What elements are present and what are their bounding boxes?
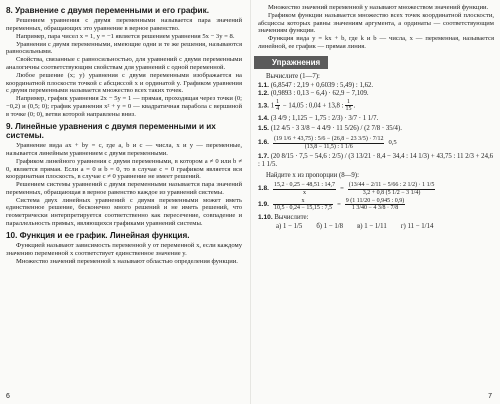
section-9-para: Решением системы уравнений с двумя переменными называется пара значений переменных, обращающая в верное равенство каждое из уравнений системы. [6, 181, 242, 196]
fraction: $\frac{1}{4}$ [276, 98, 280, 112]
exercise-item [258, 90, 494, 98]
exercise-text: (3 4/9 ; 1,125 − 1,75 : 2/3) · 3/7 · 1 1/7. [270, 115, 379, 123]
definition-para: Функция вида y = kx + b, где k и b — числа, x — переменная, называется линейной, ее график — прямая линия. [258, 35, 494, 50]
exercise-item: 1.3. 1 $\frac{1}{4}$ − 14,05 : 0,04 + 13,8 : $\frac{1}{15}$ . [258, 98, 356, 112]
section-10-para: Множество значений переменной x называют областью определения функции. [16, 257, 238, 265]
exercise-item [258, 82, 494, 90]
exercise-number: 1.10. [258, 213, 273, 221]
exercise-item [258, 136, 494, 150]
sub-exercise: г) 11 − 1/14 [400, 222, 434, 230]
exercise-text: (0,9893 : 0,13 − 6,4) · 62,9 − 7,109. [270, 89, 369, 97]
exercise-number: 1.5. [258, 125, 269, 133]
exercise-text: (12 4/5 · 3 3/8 − 4 4/9 · 11 5/26) / (2 7/8 · 35/4). [270, 125, 402, 133]
page-number: 6 [6, 393, 10, 400]
section-8-para: Например, график уравнения 2x − 5y = 1 — прямая, проходящая через точки (0; −0,2) и (0,5; 0); график уравнения x² + y = 0 — квадратичная парабола с вершиной в точке (0; 0), ветви которой направлены вниз. [6, 95, 242, 118]
section-8-para: Уравнения с двумя переменными, имеющие одни и те же решения, называются равносильными. [6, 40, 242, 56]
exercise-text-part: 1 [270, 102, 275, 110]
exercise-text: Вычислите: [274, 213, 309, 221]
book-gutter [250, 0, 251, 404]
exercise-number: 1.7. [258, 153, 269, 161]
exercise-row [258, 115, 494, 123]
section-9-para: Уравнение вида ax + by = c, где a, b и c — числа, x и y — переменные, называется линейным уравнением с двумя переменными. [6, 142, 242, 157]
definition-para: Множество значений переменной y называют множеством значений функции. [268, 4, 489, 11]
section-8-para: Решением уравнения с двумя переменными называется пара значений переменных, обращающих это уравнение в верное равенство. [6, 17, 242, 32]
exercise-item [258, 115, 378, 123]
exercise-item: 1.9. $\frac{x}{10,5 \cdot 0,24 - 15,15 : 7,5}$ = $\frac{9 (1 11/20 - 0,945 : 0,9)}{1 3/40 - 4 3/8 \cdot 7/8}$ [258, 198, 405, 212]
exercise-number: 1.8. [258, 185, 269, 193]
exercise-item: 1.8. $\frac{15,2 \cdot 0,25 - 48,51 : 14,7}{x}$ = $\frac{(13/44 - 2/11 - 5/66 : 2 1/2) \cdot 1 1/5}{3,2 + 0,8 (5 1/2 - 3 1/4)}$ [258, 182, 435, 196]
exercise-item [258, 214, 494, 222]
section-8-para: Например, пара чисел x = 1, y = −1 является решением уравнения 5x − 3y = 8. [16, 32, 235, 40]
section-9-para: Графиком линейного уравнения с двумя переменными, в котором a ≠ 0 или b ≠ 0, является прямая. Если a = 0 и b = 0, то в случае c = 0 графиком является вся координатная плоскость, в случае c ≠ 0 уравнение не имеет решений. [6, 157, 242, 181]
fraction: $\frac{(19 1/6 + 43,75) : 5/6 - (26,8 - 23 3/5) \cdot 7/12}{(13,8 - 11,5) : 1 1/6}$ [274, 136, 384, 150]
exercise-number: 1.4. [258, 115, 269, 123]
section-9-title: 9. Линейные уравнения с двумя переменными и их системы. [6, 122, 216, 141]
sub-exercise: б) 1 − 1/8 [316, 222, 344, 230]
section-8-para: Свойства, связанные с равносильностью, для уравнений с двумя переменными аналогичны соответствующим свойствам для уравнений с одной переменной. [6, 56, 242, 72]
exercise-text: (6,8547 : 2,19 + 0,6039 : 5,49) : 1,62. [270, 81, 374, 89]
find-instruction: Найдите x из пропорции (8—9): [266, 172, 359, 180]
definition-para: Графиком функции называется множество всех точек координатной плоскости, абсциссы которых равны значениям аргумента, а ординаты — соответствующим значениям функции. [258, 12, 494, 35]
sub-exercise-list [276, 223, 494, 231]
page-number: 7 [488, 393, 492, 400]
exercise-text: (20 8/15 · 7,5 − 54,6 : 2/5) / (3 13/21 · 8,4 − 34,4 : 14 1/3) + 43,75 : 11 2/3 + 24,6 : 1 1/5. [258, 153, 494, 169]
fraction: $\frac{x}{10,5 \cdot 0,24 - 15,15 : 7,5}$ [274, 198, 333, 212]
exercise-number: 1.3. [258, 102, 269, 110]
exercise-number: 1.1. [258, 81, 269, 89]
exercise-number: 1.6. [258, 139, 269, 147]
section-10-para: Функцией называют зависимость переменной y от переменной x, если каждому значению переменной x соответствует единственное значение y. [6, 242, 242, 257]
exercise-text-part: − 14,05 : 0,04 + 13,8 : [281, 102, 344, 110]
fraction: $\frac{15,2 \cdot 0,25 - 48,51 : 14,7}{x}$ [274, 182, 336, 196]
section-10-title: 10. Функция и ее график. Линейная функция. [6, 231, 190, 241]
fraction: $\frac{1}{15}$ [345, 98, 352, 112]
left-page [0, 0, 246, 404]
exercise-number: 1.2. [258, 89, 269, 97]
exercise-number: 1.9. [258, 201, 269, 209]
fraction: $\frac{9 (1 11/20 - 0,945 : 0,9)}{1 3/40 - 4 3/8 \cdot 7/8}$ [345, 198, 405, 212]
exercise-text-part: 0,5 [388, 139, 397, 147]
exercises-heading: Упражнения [254, 56, 328, 69]
compute-instruction: Вычислите (1—7): [266, 72, 320, 80]
sub-exercise: в) 1 − 1/11 [357, 222, 387, 230]
fraction: $\frac{(13/44 - 2/11 - 5/66 : 2 1/2) \cdot 1 1/5}{3,2 + 0,8 (5 1/2 - 3 1/4)}$ [348, 182, 435, 196]
section-8-para: Любое решение (x; y) уравнения с двумя переменными изображается на координатной плоскости точкой с абсциссой x и ординатой y. Графиком уравнения с двумя переменными называется множество всех таких точек. [6, 72, 242, 95]
sub-exercise: а) 1 − 1/5 [276, 222, 303, 230]
right-page [254, 0, 500, 404]
section-9-para: Система двух линейных уравнений с двумя переменными может иметь единственное решение, бесконечно много решений и не иметь решений, что геометрически интерпретируется соответственно как пересечение, совпадение и параллельность прямых, являющихся графиками уравнений системы. [6, 196, 242, 227]
exercise-item [258, 125, 494, 133]
section-8-title: 8. Уравнение с двумя переменными и его график. [6, 6, 209, 15]
exercise-item [258, 153, 494, 169]
